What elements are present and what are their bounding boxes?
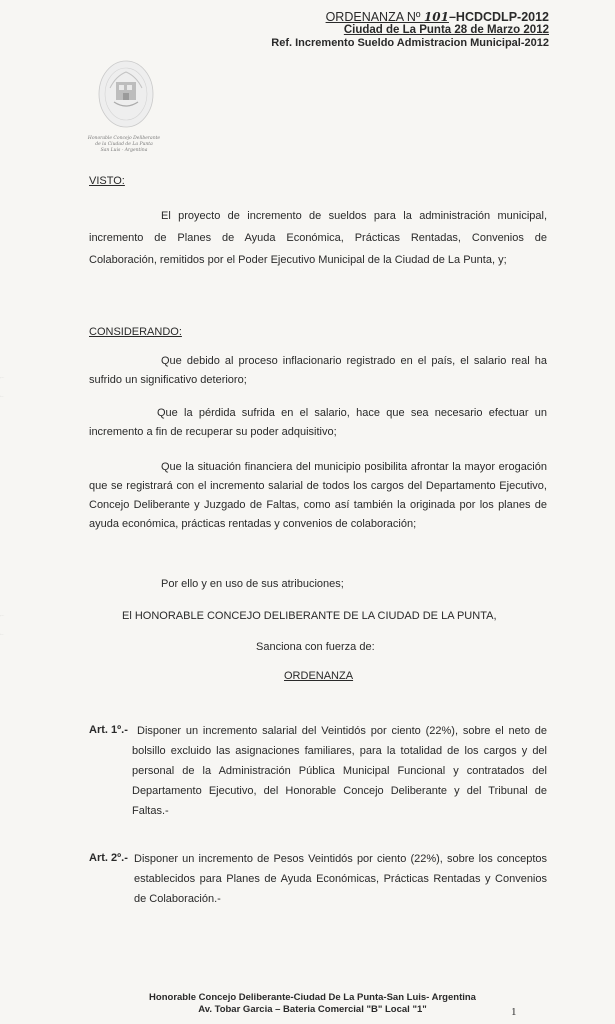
footer-line-1: Honorable Concejo Deliberante-Ciudad De La Punta-San Luis- Argentina xyxy=(149,992,476,1003)
considerando-heading: CONSIDERANDO: xyxy=(89,326,182,338)
considerando-paragraph-1: Que debido al proceso inflacionario registrado en el país, el salario real ha sufrido un significativo deterioro; xyxy=(89,355,547,386)
council-line: El HONORABLE CONCEJO DELIBERANTE DE LA CIUDAD DE LA PUNTA, xyxy=(122,610,497,622)
seal-caption-line: de la Ciudad de La Punta xyxy=(95,142,153,147)
ordenanza-number-line xyxy=(271,10,549,24)
seal-caption-line: San Luis - Argentina xyxy=(100,148,148,153)
article-2-text: Disponer un incremento de Pesos Veintidós por ciento (22%), sobre los conceptos establecidos para Planes de Ayuda Económicas, Prácticas Rentadas y Convenios de Colaboración.- xyxy=(134,853,547,905)
article-2-label: Art. 2º.- xyxy=(89,852,128,864)
sanciona-line: Sanciona con fuerza de: xyxy=(256,641,375,653)
seal-caption-line: Honorable Concejo Deliberante xyxy=(87,136,161,141)
article-1-label: Art. 1º.- xyxy=(89,724,128,736)
reference-line: Ref. Incremento Sueldo Admistracion Municipal-2012 xyxy=(271,37,549,49)
footer-line-2: Av. Tobar Garcia – Bateria Comercial "B" Local "1" xyxy=(198,1004,427,1015)
page-number: 1 xyxy=(511,1006,517,1018)
ordenanza-number: 101 xyxy=(423,10,449,24)
city-date: Ciudad de La Punta 28 de Marzo 2012 xyxy=(343,24,549,36)
ordenanza-suffix: –HCDCDLP-2012 xyxy=(448,10,549,24)
document-header xyxy=(271,10,549,50)
punch-hole-mark xyxy=(0,615,15,635)
considerando-paragraph-2: Que la pérdida sufrida en el salario, hace que sea necesario efectuar un incremento a fin de recuperar su poder adquisitivo; xyxy=(89,407,547,438)
ordenanza-prefix: ORDENANZA Nº xyxy=(325,10,424,24)
considerando-paragraph-3: Que la situación financiera del municipio posibilita afrontar la mayor erogación que se registrará con el incremento salarial de todos los cargos del Departamento Ejecutivo, Concejo Deliberante y Juzgado de Faltas, como así también la originada por los planes de ayuda económica, prácticas rentadas y convenios de colaboración; xyxy=(89,461,547,530)
ordenanza-title: ORDENANZA xyxy=(284,670,354,682)
punch-hole-mark xyxy=(0,377,15,397)
seal-caption xyxy=(78,136,170,154)
council-seal-image xyxy=(96,58,156,130)
article-1-text: Disponer un incremento salarial del Veintidós por ciento (22%), sobre el neto de bolsillo excluido las asignaciones familiares, para la totalidad de los cargos y del personal de la Administración Pública Municipal Funcional y contratados del Departamento Ejecutivo, del Honorable Concejo Deliberante y del Tribunal de Faltas.- xyxy=(132,725,547,817)
visto-paragraph: El proyecto de incremento de sueldos para la administración municipal, incremento de Planes de Ayuda Económica, Prácticas Rentadas, Convenios de Colaboración, remitidos por el Poder Ejecutivo Municipal de la Ciudad de La Punta, y; xyxy=(89,210,547,266)
considerando-paragraph-4: Por ello y en uso de sus atribuciones; xyxy=(161,578,344,590)
visto-heading: VISTO: xyxy=(89,175,125,187)
